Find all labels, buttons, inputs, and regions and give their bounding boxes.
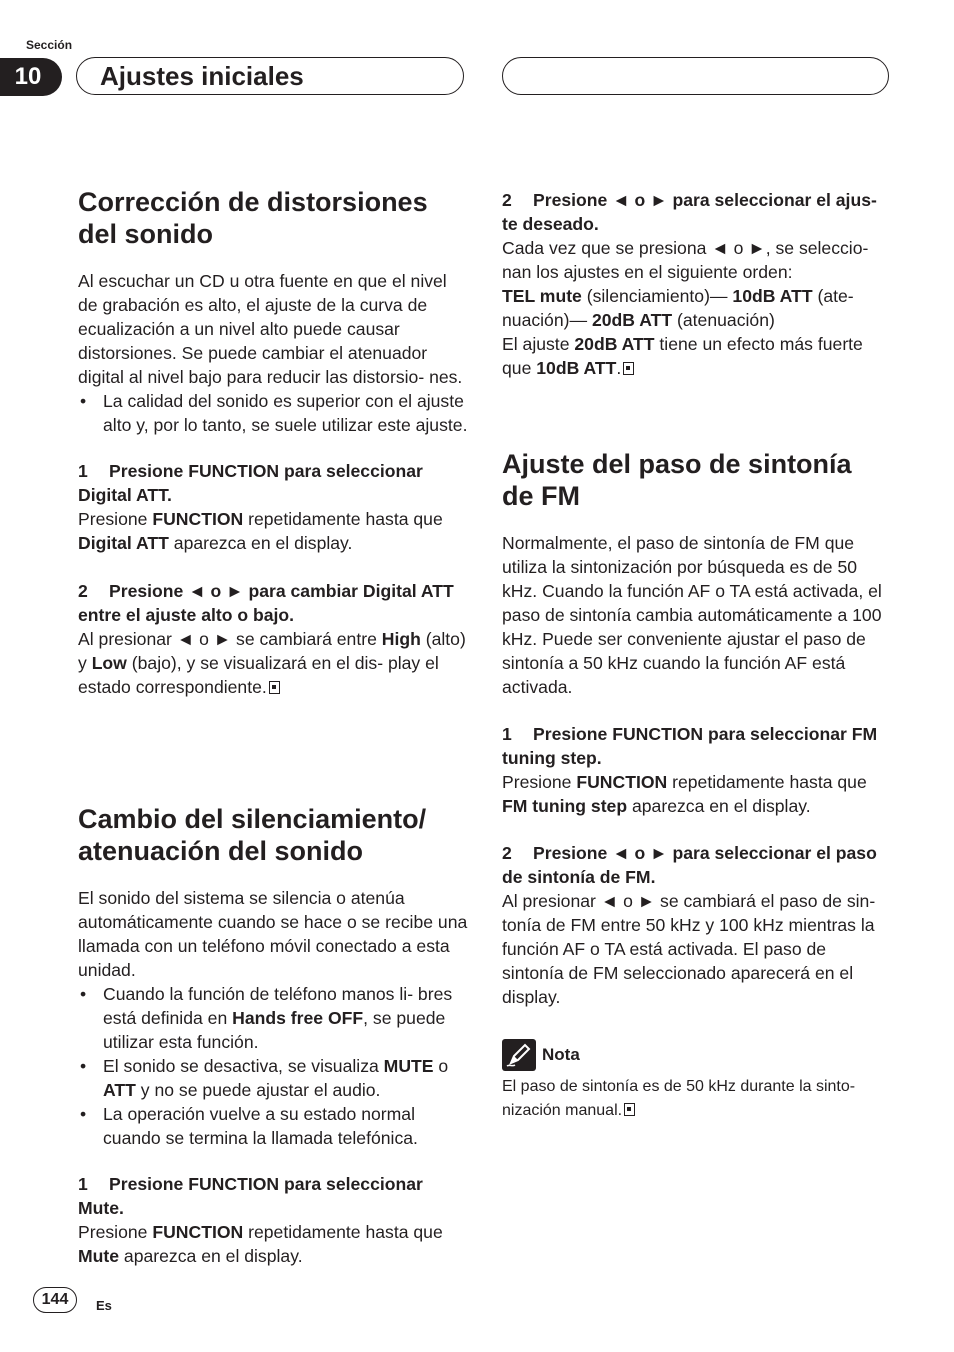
step-number: 1 xyxy=(78,1174,88,1194)
heading-line: Corrección de distorsiones xyxy=(78,187,428,217)
step-title: Presione ◄ o ► para seleccionar el paso de sintonía de FM. xyxy=(502,843,877,887)
step-number: 1 xyxy=(78,461,88,481)
heading-line: del sonido xyxy=(78,219,213,249)
note-pencil-icon xyxy=(502,1039,536,1071)
bullet-text: La operación vuelve a su estado normal cuando se termina la llamada telefónica. xyxy=(103,1104,418,1148)
section-heading xyxy=(78,186,468,250)
chapter-title: Ajustes iniciales xyxy=(100,61,304,91)
step-heading xyxy=(78,1172,468,1220)
step-body: Al presionar ◄ o ► se cambiará entre High (alto) y Low (bajo), y se visualizará en el dis- play el estado correspondiente. xyxy=(78,629,466,697)
bullet-text: Cuando la función de teléfono manos li- bres está definida en Hands free OFF, se puede utilizar esta función. xyxy=(103,984,453,1052)
step-heading xyxy=(502,722,892,770)
step-body: Al presionar ◄ o ► se cambiará el paso de sin- tonía de FM entre 50 kHz y 100 kHz mientras la función AF o TA está activada. El paso de sintonía de FM seleccionado aparecerá en el display. xyxy=(502,891,876,1007)
header-empty-frame xyxy=(502,57,889,95)
note-title: Nota xyxy=(542,1045,580,1064)
step-body: Presione FUNCTION repetidamente hasta que Digital ATT aparezca en el display. xyxy=(78,509,443,553)
step-number: 2 xyxy=(502,190,512,210)
step-body: Presione FUNCTION repetidamente hasta que FM tuning step aparezca en el display. xyxy=(502,772,867,816)
intro-paragraph: El sonido del sistema se silencia o atenúa automáticamente cuando se hace o se recibe una llamada con un teléfono móvil conectado a esta unidad. xyxy=(78,888,468,980)
language-code: Es xyxy=(96,1298,112,1313)
end-of-section-icon xyxy=(269,681,280,694)
step-body: El ajuste 20dB ATT tiene un efecto más fuerte que 10dB ATT. xyxy=(502,334,863,378)
step-number: 2 xyxy=(502,843,512,863)
page-number: 144 xyxy=(33,1287,77,1313)
step-heading xyxy=(78,579,468,627)
step-body: Presione FUNCTION repetidamente hasta que Mute aparezca en el display. xyxy=(78,1222,443,1266)
bullet-dot: • xyxy=(80,1104,87,1124)
section-number-badge: 10 xyxy=(0,58,62,96)
heading-line: de FM xyxy=(502,481,580,511)
heading-line: atenuación del sonido xyxy=(78,836,364,866)
step-title: Presione FUNCTION para seleccionar Digital ATT. xyxy=(78,461,423,505)
step-body: Cada vez que se presiona ◄ o ►, se seleccio- nan los ajustes en el siguiente orden: xyxy=(502,238,869,282)
step-heading xyxy=(502,188,892,236)
note-text: El paso de sintonía es de 50 kHz durante la sinto- nización manual. xyxy=(502,1078,856,1119)
bullet-item xyxy=(78,389,468,437)
step-number: 1 xyxy=(502,724,512,744)
section-label: Sección xyxy=(26,38,73,52)
step-heading xyxy=(78,459,468,507)
step-number: 2 xyxy=(78,581,88,601)
bullet-dot: • xyxy=(80,391,87,411)
step-title: Presione ◄ o ► para cambiar Digital ATT entre el ajuste alto o bajo. xyxy=(78,581,454,625)
section-distortion xyxy=(78,186,468,699)
end-of-section-icon xyxy=(623,362,634,375)
bullet-item xyxy=(78,1102,468,1150)
step-heading xyxy=(502,841,892,889)
step-title: Presione ◄ o ► para seleccionar el ajus- te deseado. xyxy=(502,190,877,234)
bullet-item xyxy=(78,1054,468,1102)
section-fm-step xyxy=(502,448,892,1123)
section-heading xyxy=(78,803,468,867)
note-header xyxy=(502,1039,892,1071)
step-body: TEL mute (silenciamiento)— 10dB ATT (ate- nuación)— 20dB ATT (atenuación) xyxy=(502,286,854,330)
section-heading xyxy=(502,448,892,512)
end-of-section-icon xyxy=(624,1103,635,1116)
section-mute-continued xyxy=(502,188,892,380)
bullet-dot: • xyxy=(80,1056,87,1076)
intro-paragraph: Al escuchar un CD u otra fuente en que el nivel de grabación es alto, el ajuste de la curva de ecualización a un nivel alto puede causar distorsiones. Se puede cambiar el atenuador digital al nivel bajo para reducir las distorsio- nes. xyxy=(78,271,463,387)
bullet-dot: • xyxy=(80,984,87,1004)
bullet-text: El sonido se desactiva, se visualiza MUTE o ATT y no se puede ajustar el audio. xyxy=(103,1056,449,1100)
step-title: Presione FUNCTION para seleccionar Mute. xyxy=(78,1174,423,1218)
intro-paragraph: Normalmente, el paso de sintonía de FM que utiliza la sintonización por búsqueda es de 50 kHz. Cuando la función AF o TA está activada, el paso de sintonía cambia automáticamente a 100 kHz. Puede ser conveniente ajustar el paso de sintonía a 50 kHz cuando la función AF está activada. xyxy=(502,533,882,697)
heading-line: Cambio del silenciamiento/ xyxy=(78,804,427,834)
section-mute xyxy=(78,803,468,1268)
heading-line: Ajuste del paso de sintonía xyxy=(502,449,852,479)
bullet-item xyxy=(78,982,468,1054)
step-title: Presione FUNCTION para seleccionar FM tuning step. xyxy=(502,724,878,768)
bullet-text: La calidad del sonido es superior con el ajuste alto y, por lo tanto, se suele utilizar este ajuste. xyxy=(103,391,468,435)
